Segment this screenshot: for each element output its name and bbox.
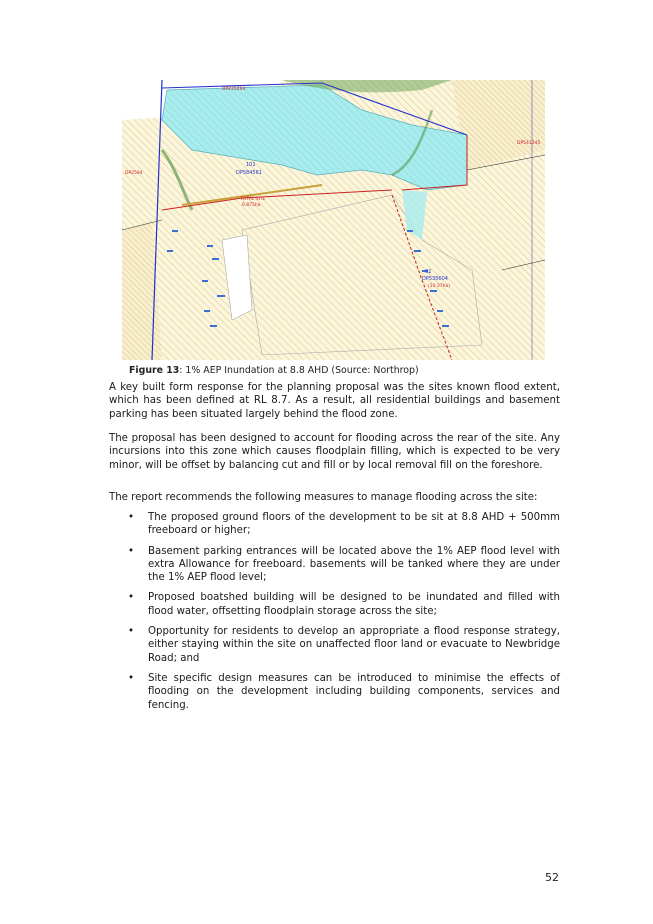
list-item-text: Basement parking entrances will be located above the 1% AEP flood level with extra Allowance for freeboard. basements will be tanked where they are under the 1% AEP flood level; [148,545,560,584]
caption-label: Figure 13 [129,365,180,376]
label-lot-a: 101 [246,162,256,168]
list-item-text: Opportunity for residents to develop an appropriate a flood response strategy, either staying within the site on unaffected floor land or evacuate to Newbridge Road; and [148,626,560,664]
figure-caption [129,365,419,376]
label-site-area-lower: (10.37ha) [428,284,451,289]
paragraph-report-intro: The report recommends the following measures to manage flooding across the site: [109,492,538,503]
bullet-symbol: • [128,626,135,638]
list-item [109,672,560,712]
list-item [109,591,560,618]
label-dp-top: DP235294 [222,87,246,92]
caption-text: : 1% AEP Inundation at 8.8 AHD (Source: Northrop) [179,365,419,376]
list-item-text: Proposed boatshed building will be designed to be inundated and filled with flood water, offsetting floodplain storage across the site; [148,592,560,617]
paragraph-built-form: A key built form response for the planning proposal was the sites known flood extent, which has been defined at RL 8.7. As a result, all residential buildings and basement parking has been situated largely behind the flood zone. [109,382,560,420]
label-dp-center: DP584561 [236,170,262,176]
label-dp-right: DP541245 [517,141,541,146]
bullet-symbol: • [128,545,135,557]
flood-map-figure [122,80,545,360]
label-dp-lower: DP535604 [422,276,448,282]
flood-map [122,80,545,360]
label-dp-left: DP2594 [125,171,143,176]
bullet-symbol: • [128,672,135,684]
list-item-text: Site specific design measures can be introduced to minimise the effects of flooding on the development including building components, services and fencing. [148,672,560,711]
label-site-area-value: 6.875ha [242,203,261,208]
measures-list [109,511,560,719]
bullet-symbol: • [128,512,135,523]
label-lot-b: 32 [425,269,432,275]
bullet-symbol: • [128,592,135,604]
page-number: 52 [545,871,559,884]
list-item [109,545,560,585]
list-item-text: The proposed ground floors of the development to be sit at 8.8 AHD + 500mm freeboard or higher; [148,512,560,537]
list-item [109,511,560,538]
paragraph-flood-design: The proposal has been designed to account for flooding across the rear of the site. Any incursions into this zone which causes floodplain filling, which is expected to be very minor, will be offset by balancing cut and fill or by local removal fill on the foreshore. [109,433,560,471]
list-item [109,625,560,665]
label-site-area: TOTAL SITE [240,197,266,202]
